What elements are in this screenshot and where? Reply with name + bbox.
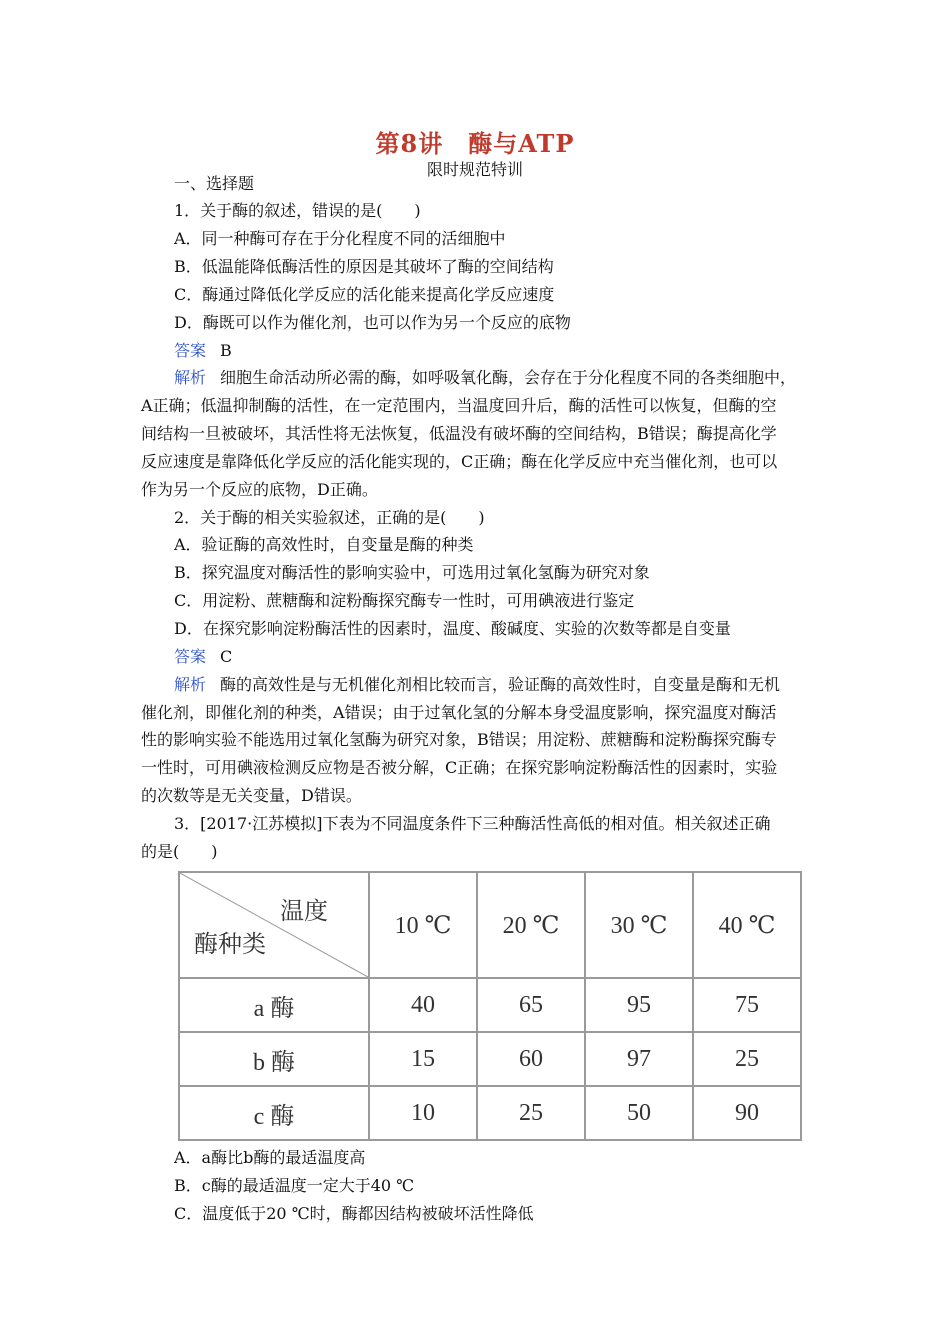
table-cell: 40: [369, 978, 477, 1032]
q2-option-a: A．验证酶的高效性时，自变量是酶的种类: [174, 535, 474, 554]
q2-option-d: D．在探究影响淀粉酶活性的因素时，温度、酸碱度、实验的次数等都是自变量: [174, 619, 731, 638]
table-cell: 15: [369, 1032, 477, 1086]
analysis-label: 解析: [174, 675, 207, 694]
q2-option-c: C．用淀粉、蔗糖酶和淀粉酶探究酶专一性时，可用碘液进行鉴定: [174, 591, 635, 610]
analysis-text: 酶的高效性是与无机催化剂相比较而言，验证酶的高效性时，自变量是酶和无机: [220, 675, 781, 694]
q1-option-b: B．低温能降低酶活性的原因是其破坏了酶的空间结构: [174, 257, 554, 276]
corner-label-temperature: 温度: [280, 899, 328, 925]
table-cell: 97: [585, 1032, 693, 1086]
q1-option-d: D．酶既可以作为催化剂，也可以作为另一个反应的底物: [174, 313, 571, 332]
table-header-row: [179, 872, 801, 978]
table-cell: 90: [693, 1086, 801, 1140]
answer-value: B: [220, 341, 232, 360]
row-header: a 酶: [179, 978, 369, 1032]
q1-analysis-line: 间结构一旦被破坏，其活性将无法恢复，低温没有破坏酶的空间结构，B错误；酶提高化学: [141, 424, 777, 443]
q1-analysis-line: 作为另一个反应的底物，D正确。: [141, 480, 378, 499]
q1-option-a: A．同一种酶可存在于分化程度不同的活细胞中: [174, 229, 506, 248]
table-cell: 50: [585, 1086, 693, 1140]
q1-analysis-line: [174, 368, 796, 388]
analysis-label: 解析: [174, 368, 207, 387]
answer-label: 答案: [174, 647, 207, 666]
q1-option-c: C．酶通过降低化学反应的活化能来提高化学反应速度: [174, 285, 555, 304]
table-row: [179, 1032, 801, 1086]
answer-value: C: [220, 647, 233, 666]
table-cell: 65: [477, 978, 585, 1032]
table-cell: 75: [693, 978, 801, 1032]
row-header: c 酶: [179, 1086, 369, 1140]
q2-option-b: B．探究温度对酶活性的影响实验中，可选用过氧化氢酶为研究对象: [174, 563, 650, 582]
q2-analysis-line: 催化剂，即催化剂的种类，A错误；由于过氧化氢的分解本身受温度影响，探究温度对酶活: [141, 703, 777, 722]
q1-stem: 1．关于酶的叙述，错误的是( ): [174, 201, 421, 220]
q3-option-c: C．温度低于20 ℃时，酶都因结构被破坏活性降低: [174, 1204, 534, 1223]
q1-answer: [174, 341, 232, 361]
q2-analysis-line: [174, 675, 780, 695]
table-row: [179, 978, 801, 1032]
row-header: b 酶: [179, 1032, 369, 1086]
column-header: 10 ℃: [369, 872, 477, 978]
table-cell: 10: [369, 1086, 477, 1140]
q3-option-a: A．a酶比b酶的最适温度高: [174, 1148, 366, 1167]
q2-analysis-line: 的次数等是无关变量，D错误。: [141, 786, 362, 805]
column-header: 30 ℃: [585, 872, 693, 978]
q3-option-b: B．c酶的最适温度一定大于40 ℃: [174, 1176, 415, 1195]
q1-analysis-line: 反应速度是靠降低化学反应的活化能实现的，C正确；酶在化学反应中充当催化剂，也可以: [141, 452, 778, 471]
q2-answer: [174, 647, 232, 667]
table-corner-cell: [179, 872, 369, 978]
q3-stem: 3．[2017·江苏模拟]下表为不同温度条件下三种酶活性高低的相对值。相关叙述正确: [174, 814, 771, 833]
q2-stem: 2．关于酶的相关实验叙述，正确的是( ): [174, 508, 485, 527]
table-cell: 60: [477, 1032, 585, 1086]
corner-label-enzyme-type: 酶种类: [194, 932, 266, 958]
column-header: 40 ℃: [693, 872, 801, 978]
q2-analysis-line: 性的影响实验不能选用过氧化氢酶为研究对象，B错误；用淀粉、蔗糖酶和淀粉酶探究酶专: [141, 730, 777, 749]
table-cell: 25: [693, 1032, 801, 1086]
enzyme-activity-table: [178, 871, 802, 1141]
analysis-text: 细胞生命活动所必需的酶，如呼吸氧化酶，会存在于分化程度不同的各类细胞中，: [220, 368, 797, 387]
page-subtitle: 限时规范特训: [426, 160, 523, 179]
q2-analysis-line: 一性时，可用碘液检测反应物是否被分解，C正确；在探究影响淀粉酶活性的因素时，实验: [141, 758, 778, 777]
section-heading: 一、选择题: [174, 174, 255, 193]
q3-stem-cont: 的是( ): [141, 842, 218, 861]
answer-label: 答案: [174, 341, 207, 360]
table-row: [179, 1086, 801, 1140]
page-title: 第8讲 酶与ATP: [375, 129, 575, 158]
table-cell: 25: [477, 1086, 585, 1140]
column-header: 20 ℃: [477, 872, 585, 978]
table-cell: 95: [585, 978, 693, 1032]
q1-analysis-line: A正确；低温抑制酶的活性，在一定范围内，当温度回升后，酶的活性可以恢复，但酶的空: [141, 396, 777, 415]
